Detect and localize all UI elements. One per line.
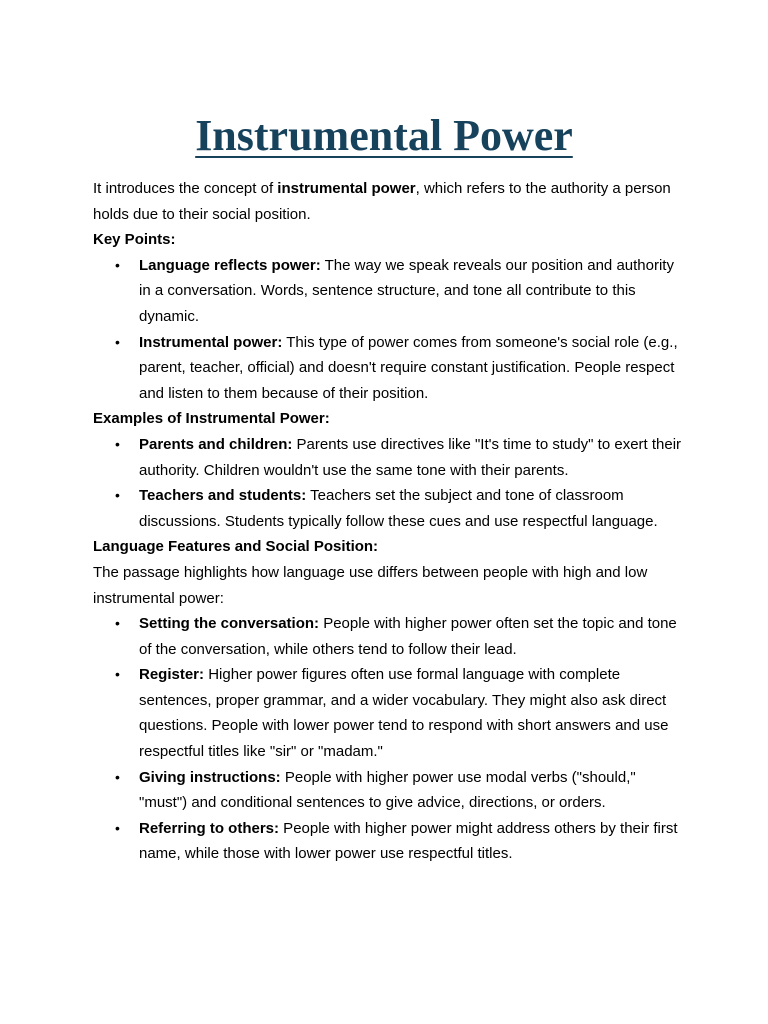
- examples-heading: Examples of Instrumental Power:: [93, 410, 330, 428]
- intro-text-start: It introduces the concept of: [93, 180, 278, 197]
- intro-text-end: , which refers to the authority a person holds due to their social position.: [93, 180, 671, 223]
- item-term: Teachers and students:: [139, 487, 307, 505]
- item-term: Register:: [139, 666, 205, 684]
- document-body: [93, 176, 683, 867]
- bullet-icon: •: [115, 435, 120, 452]
- item-term: Giving instructions:: [139, 768, 281, 786]
- list-item: [115, 330, 683, 407]
- item-text: Higher power figures often use formal language with complete sentences, proper grammar, and a wider vocabulary. They might also ask direct questions. People with lower power tend to respond with short answers and use respectful titles like "sir" or "madam.": [139, 666, 669, 761]
- list-item: [115, 432, 683, 483]
- bullet-icon: •: [115, 768, 120, 785]
- item-text: Parents use directives like "It's time to study" to exert their authority. Children wouldn't use the same tone with their parents.: [139, 435, 682, 479]
- features-list: [93, 611, 683, 867]
- item-text: The way we speak reveals our position and authority in a conversation. Words, sentence structure, and tone all contribute to this dynamic.: [139, 256, 674, 325]
- item-term: Parents and children:: [139, 435, 293, 453]
- item-term: Referring to others:: [139, 819, 280, 837]
- bullet-icon: •: [115, 615, 120, 632]
- bullet-icon: •: [115, 333, 120, 350]
- features-intro: The passage highlights how language use differs between people with high and low instrumental power:: [93, 563, 648, 607]
- list-item: [115, 483, 683, 534]
- list-item: [115, 611, 683, 662]
- intro-paragraph: [93, 176, 683, 227]
- intro-bold-term: instrumental power: [277, 180, 416, 197]
- features-heading: Language Features and Social Position:: [93, 538, 379, 556]
- item-text: People with higher power use modal verbs ("should," "must") and conditional sentences to give advice, directions, or orders.: [139, 768, 636, 812]
- bullet-icon: •: [115, 666, 120, 683]
- bullet-icon: •: [115, 487, 120, 504]
- item-text: Teachers set the subject and tone of classroom discussions. Students typically follow these cues and use respectful language.: [139, 487, 658, 530]
- key-points-list: [93, 253, 683, 407]
- list-item: [115, 816, 683, 867]
- key-points-heading: Key Points:: [93, 231, 176, 249]
- item-text: People with higher power might address others by their first name, while those with lower power use respectful titles.: [139, 819, 678, 863]
- bullet-icon: •: [115, 819, 120, 836]
- list-item: [115, 662, 683, 764]
- item-term: Instrumental power:: [139, 333, 283, 351]
- item-text: This type of power comes from someone's social role (e.g., parent, teacher, official) and doesn't require constant justification. People respect and listen to them because of their position.: [139, 333, 678, 402]
- bullet-icon: •: [115, 256, 120, 273]
- item-term: Setting the conversation:: [139, 615, 320, 633]
- document-title: Instrumental Power: [195, 111, 573, 160]
- item-term: Language reflects power:: [139, 256, 321, 274]
- examples-list: [93, 432, 683, 534]
- list-item: [115, 253, 683, 330]
- list-item: [115, 765, 683, 816]
- item-text: People with higher power often set the topic and tone of the conversation, while others tend to follow their lead.: [139, 615, 677, 658]
